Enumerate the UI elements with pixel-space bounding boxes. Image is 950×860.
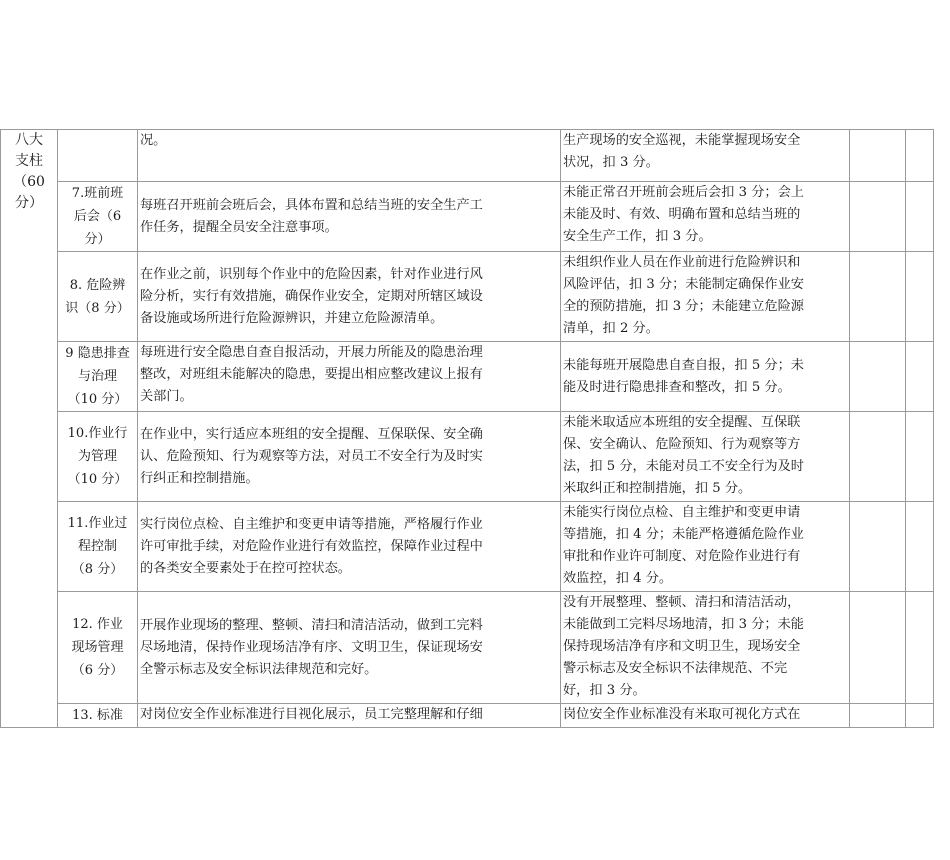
remark-cell bbox=[906, 342, 934, 412]
item-cell: 7.班前班 后会（6 分） bbox=[58, 182, 138, 252]
requirement-cell: 开展作业现场的整理、整顿、清扫和清洁活动，做到工完料 尽场地清，保持作业现场洁净有序、文明卫生，保证现场安 全警示标志及安全标识法律规范和完好。 bbox=[138, 592, 561, 704]
score-cell bbox=[850, 704, 906, 728]
item-cell: 12. 作业 现场管理 （6 分） bbox=[58, 592, 138, 704]
score-cell bbox=[850, 182, 906, 252]
requirement-cell: 每班进行安全隐患自查自报活动，开展力所能及的隐患治理 整改，对班组未能解决的隐患，要提出相应整改建议上报有 关部门。 bbox=[138, 342, 561, 412]
item-cell: 10.作业行 为管理 （10 分） bbox=[58, 412, 138, 502]
item-cell: 13. 标准 bbox=[58, 704, 138, 728]
remark-cell bbox=[906, 130, 934, 182]
table-row bbox=[1, 592, 934, 704]
item-cell bbox=[58, 130, 138, 182]
remark-cell bbox=[906, 252, 934, 342]
standards-table-sheet bbox=[0, 129, 933, 728]
category-cell: 八大 支柱 （60 分） bbox=[1, 130, 58, 728]
criteria-cell: 未能正常召开班前会班后会扣 3 分；会上 未能及时、有效、明确布置和总结当班的 安全生产工作，扣 3 分。 bbox=[561, 182, 850, 252]
remark-cell bbox=[906, 502, 934, 592]
criteria-cell: 未能每班开展隐患自查自报，扣 5 分；未 能及时进行隐患排查和整改，扣 5 分。 bbox=[561, 342, 850, 412]
table-row bbox=[1, 130, 934, 182]
score-cell bbox=[850, 252, 906, 342]
score-cell bbox=[850, 130, 906, 182]
requirement-cell: 对岗位安全作业标准进行目视化展示，员工完整理解和仔细 bbox=[138, 704, 561, 728]
remark-cell bbox=[906, 704, 934, 728]
criteria-cell: 生产现场的安全巡视，未能掌握现场安全 状况，扣 3 分。 bbox=[561, 130, 850, 182]
remark-cell bbox=[906, 182, 934, 252]
item-cell: 8. 危险辨 识（8 分） bbox=[58, 252, 138, 342]
requirement-cell: 每班召开班前会班后会，具体布置和总结当班的安全生产工 作任务，提醒全员安全注意事项。 bbox=[138, 182, 561, 252]
score-cell bbox=[850, 592, 906, 704]
standards-table bbox=[0, 129, 934, 728]
table-row bbox=[1, 342, 934, 412]
table-row bbox=[1, 252, 934, 342]
requirement-cell: 实行岗位点检、自主维护和变更申请等措施，严格履行作业 许可审批手续，对危险作业进行有效监控，保障作业过程中 的各类安全要素处于在控可控状态。 bbox=[138, 502, 561, 592]
requirement-cell: 在作业中，实行适应本班组的安全提醒、互保联保、安全确 认、危险预知、行为观察等方法，对员工不安全行为及时实 行纠正和控制措施。 bbox=[138, 412, 561, 502]
criteria-cell: 没有开展整理、整顿、清扫和清洁活动， 未能做到工完料尽场地清，扣 3 分；未能 保持现场洁净有序和文明卫生，现场安全 警示标志及安全标识不法律规范、不完 好，扣 3 分。 bbox=[561, 592, 850, 704]
table-row bbox=[1, 412, 934, 502]
criteria-cell: 未能米取适应本班组的安全提醒、互保联 保、安全确认、危险预知、行为观察等方 法，扣 5 分，未能对员工不安全行为及时 米取纠正和控制措施，扣 5 分。 bbox=[561, 412, 850, 502]
requirement-cell: 况。 bbox=[138, 130, 561, 182]
table-row bbox=[1, 502, 934, 592]
score-cell bbox=[850, 412, 906, 502]
score-cell bbox=[850, 502, 906, 592]
item-cell: 11.作业过 程控制 （8 分） bbox=[58, 502, 138, 592]
criteria-cell: 未组织作业人员在作业前进行危险辨识和 风险评估，扣 3 分；未能制定确保作业安 全的预防措施，扣 3 分；未能建立危险源 清单，扣 2 分。 bbox=[561, 252, 850, 342]
table-row bbox=[1, 704, 934, 728]
remark-cell bbox=[906, 592, 934, 704]
score-cell bbox=[850, 342, 906, 412]
criteria-cell: 未能实行岗位点检、自主维护和变更申请 等措施，扣 4 分；未能严格遵循危险作业 审批和作业许可制度、对危险作业进行有 效监控，扣 4 分。 bbox=[561, 502, 850, 592]
item-cell: 9 隐患排查 与治理 （10 分） bbox=[58, 342, 138, 412]
requirement-cell: 在作业之前，识别每个作业中的危险因素，针对作业进行风 险分析，实行有效措施，确保作业安全，定期对所辖区域设 备设施或场所进行危险源辨识，并建立危险源清单。 bbox=[138, 252, 561, 342]
table-row bbox=[1, 182, 934, 252]
criteria-cell: 岗位安全作业标准没有米取可视化方式在 bbox=[561, 704, 850, 728]
remark-cell bbox=[906, 412, 934, 502]
